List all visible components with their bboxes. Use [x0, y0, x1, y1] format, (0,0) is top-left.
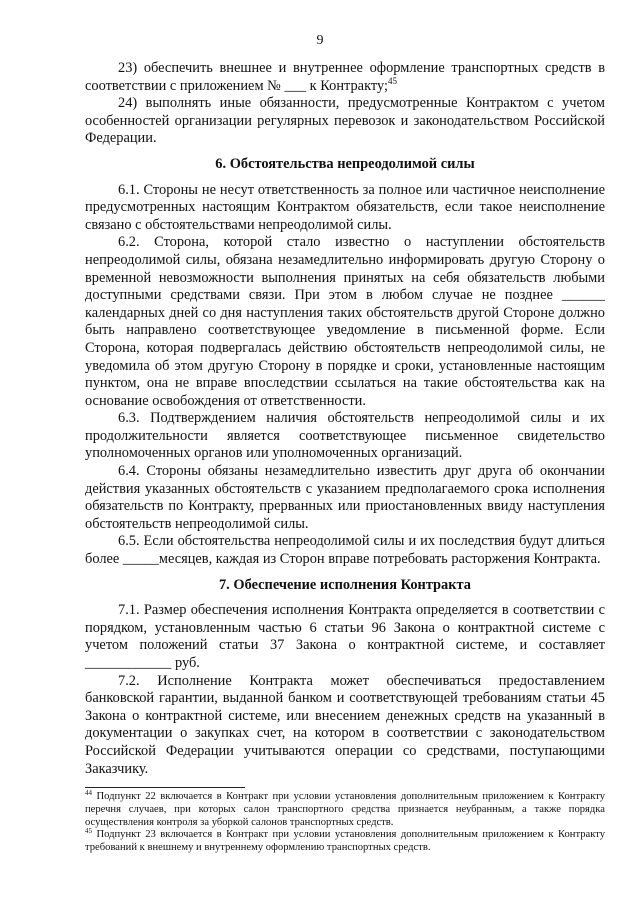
section-7-heading: 7. Обеспечение исполнения Контракта [218, 576, 471, 593]
clause-7-2: 7.2. Исполнение Контракта может обеспечиваться предоставлением банковской гарантии, выданной банком и соответствующей требованиям статьи 45 Закона о контрактной системе, или внесением денежных средств на указанный в документации о закупках счет, на котором в соответствии с законодательством Российской Федерации учитываются операции со средствами, поступающими Заказчику. [85, 672, 605, 777]
footnote-44-mark: 44 [85, 789, 92, 797]
section-6-heading: 6. Обстоятельства непреодолимой силы [215, 155, 475, 172]
clause-6-3: 6.3. Подтверждением наличия обстоятельств непреодолимой силы и их продолжительности является соответствующее письменное свидетельство уполномоченных органов или уполномоченных организаций. [85, 410, 605, 462]
page-number: 9 [316, 33, 324, 48]
item-23 [85, 60, 605, 95]
clause-6-5: 6.5. Если обстоятельства непреодолимой силы и их последствия будут длиться более _____месяцев, каждая из Сторон вправе потребовать расторжения Контракта. [85, 533, 605, 568]
clause-6-1: 6.1. Стороны не несут ответственность за полное или частичное неисполнение предусмотренных настоящим Контрактом обязательств, если такое неисполнение связано с обстоятельствами непреодолимой силы. [85, 181, 605, 233]
item-24: 24) выполнять иные обязанности, предусмотренные Контрактом с учетом особенностей организации регулярных перевозок и законодательством Российской Федерации. [85, 95, 605, 147]
footnote-44 [85, 791, 605, 829]
document-body [85, 60, 605, 778]
footnote-45-mark: 45 [85, 827, 92, 836]
footnote-45 [85, 829, 605, 855]
clause-7-1: 7.1. Размер обеспечения исполнения Контракта определяется в соответствии с порядком, установленным частью 6 статьи 96 Закона о контрактной системе с учетом положений статьи 37 Закона о контрактной системе, и составляет ____________ руб. [85, 602, 605, 671]
item-23-text: 23) обеспечить внешнее и внутреннее оформление транспортных средств в соответствии с приложением № ___ к Контракту; [85, 60, 605, 94]
footnote-45-text: Подпункт 23 включается в Контракт при условии установления дополнительным приложением к Контракту требований к внешнему и внутреннему оформлению транспортных средств. [85, 829, 605, 854]
footnote-divider [85, 787, 245, 788]
clause-6-2: 6.2. Сторона, которой стало известно о наступлении обстоятельств непреодолимой силы, обязана незамедлительно информировать другую Сторону о временной невозможности выполнения принятых на себя обязательств любыми доступными средствами связи. При этом в любом случае не позднее ______ календарных дней со дня наступления таких обстоятельств другой Стороне должно быть направлено соответствующее уведомление в письменной форме. Если Сторона, которая подвергалась действию обстоятельств непреодолимой силы, не уведомила об этом другую Сторону в порядке и сроки, установленные настоящим пунктом, она не вправе впоследствии ссылаться на такие обстоятельства как на основание освобождения от ответственности. [85, 234, 605, 409]
footnotes [85, 787, 605, 855]
clause-6-4: 6.4. Стороны обязаны незамедлительно известить друг друга об окончании действия указанных обстоятельств с указанием предполагаемого срока исполнения обязательств по Контракту, прерванных или приостановленных ввиду наступления обстоятельств непреодолимой силы. [85, 463, 605, 532]
footnote-44-text: Подпункт 22 включается в Контракт при условии установления дополнительным приложением к Контракту перечня случаев, при которых салон транспортного средства признается неубранным, а также порядка осуществления контроля за уборкой салонов транспортных средств. [85, 791, 605, 828]
footnote-ref-45: 45 [387, 75, 397, 86]
